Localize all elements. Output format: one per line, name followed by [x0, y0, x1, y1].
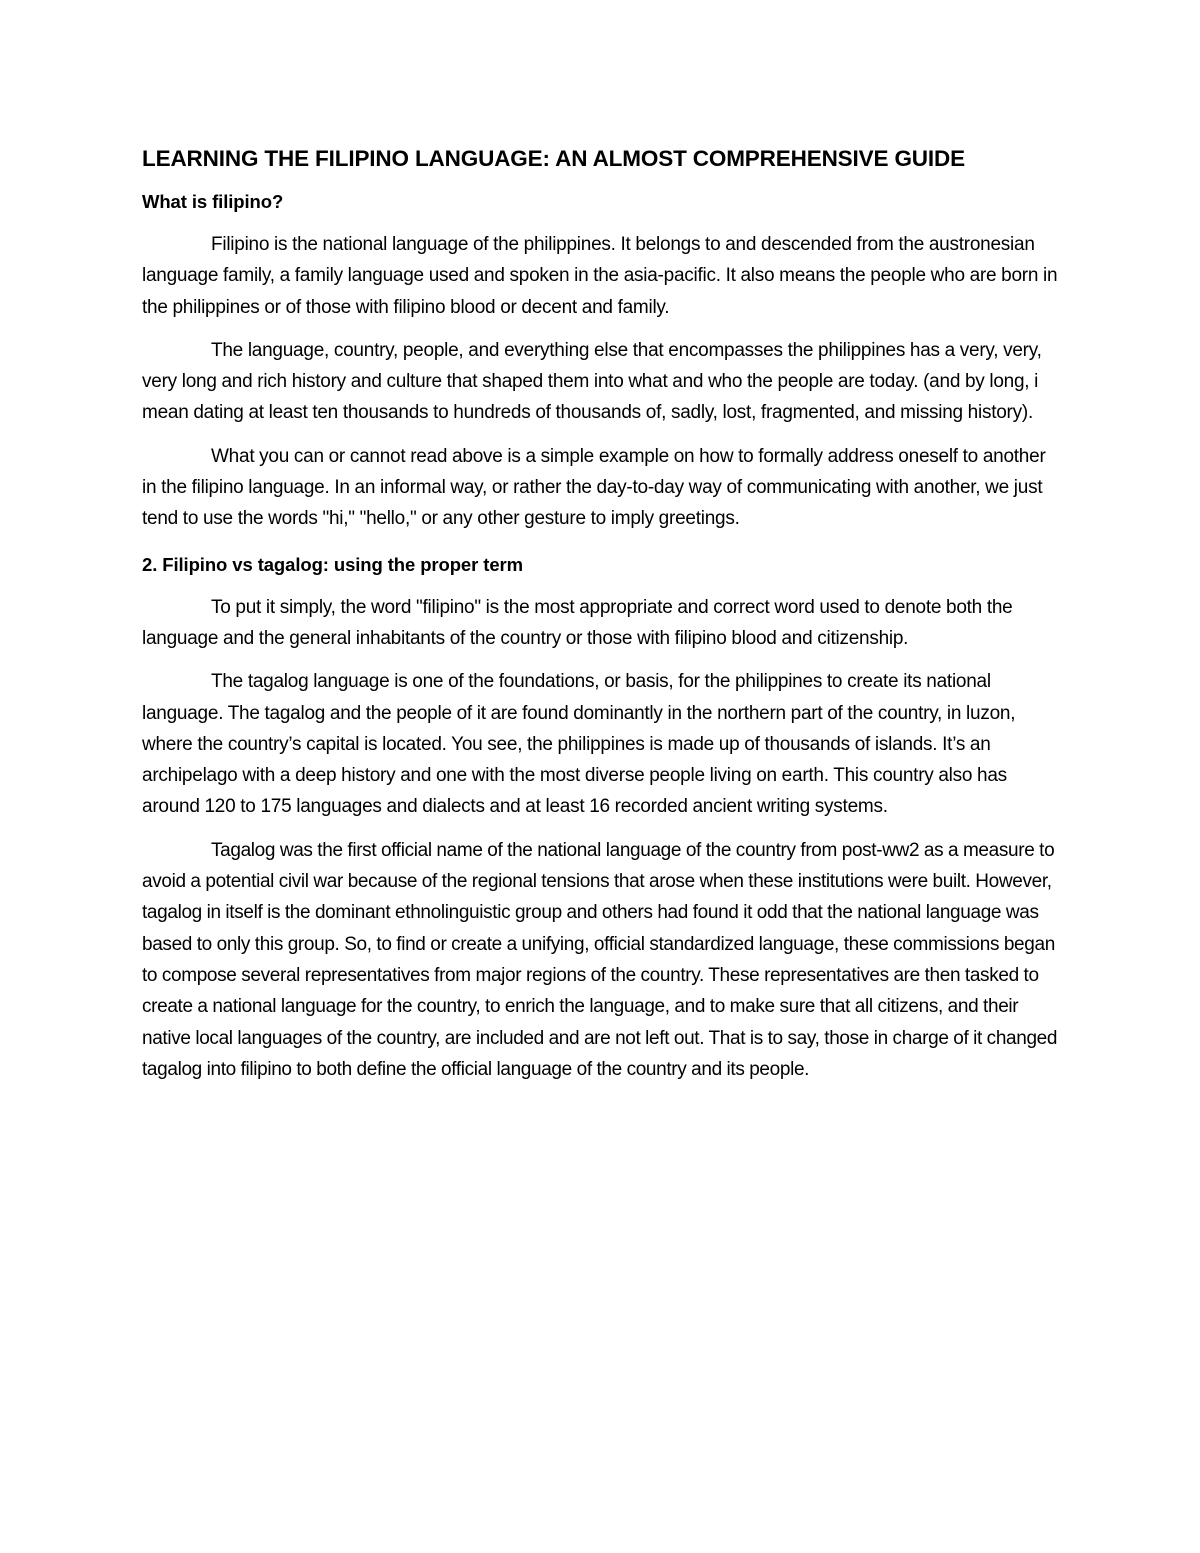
paragraph: The tagalog language is one of the foundations, or basis, for the philippines to create its national language. The tagalog and the people of it are found dominantly in the northern part of the country, in luzon, where the country’s capital is located. You see, the philippines is made up of thousands of islands. It’s an archipelago with a deep history and one with the most diverse people living on earth. This country also has around 120 to 175 languages and dialects and at least 16 recorded ancient writing systems. — [142, 671, 1016, 818]
paragraph: Tagalog was the first official name of the national language of the country from post-ww2 as a measure to avoid a potential civil war because of the regional tensions that arose when these institutions were built. However, tagalog in itself is the dominant ethnolinguistic group and others had found it odd that the national language was based to only this group. So, to find or create a unifying, official standardized language, these commissions began to compose several representatives from major regions of the country. These representatives are then tasked to create a national language for the country, to enrich the language, and to make sure that all citizens, and their native local languages of the country, are included and are not left out. That is to say, those in charge of it changed tagalog into filipino to both define the official language of the country and its people. — [142, 839, 1058, 1080]
document-title: LEARNING THE FILIPINO LANGUAGE: AN ALMOST COMPREHENSIVE GUIDE — [142, 146, 965, 171]
paragraph: The language, country, people, and everything else that encompasses the philippines has a very, very, very long and rich history and culture that shaped them into what and who the people are today. (and by long, i mean dating at least ten thousands to hundreds of thousands of, sadly, lost, fragmented, and missing history). — [142, 339, 1042, 424]
document-body — [142, 144, 1062, 1085]
paragraph: Filipino is the national language of the philippines. It belongs to and descended from the austronesian language family, a family language used and spoken in the asia-pacific. It also means the people who are born in the philippines or of those with filipino blood or decent and family. — [142, 234, 1058, 318]
paragraph: To put it simply, the word "filipino" is the most appropriate and correct word used to denote both the language and the general inhabitants of the country or those with filipino blood and citizenship. — [142, 596, 1013, 649]
paragraph: What you can or cannot read above is a simple example on how to formally address oneself to another in the filipino language. In an informal way, or rather the day-to-day way of communicating with another, we just tend to use the words "hi," "hello," or any other gesture to imply greetings. — [142, 445, 1046, 530]
section-heading-filipino-vs-tagalog: 2. Filipino vs tagalog: using the proper term — [142, 553, 523, 575]
section-heading-what-is-filipino: What is filipino? — [142, 191, 284, 212]
